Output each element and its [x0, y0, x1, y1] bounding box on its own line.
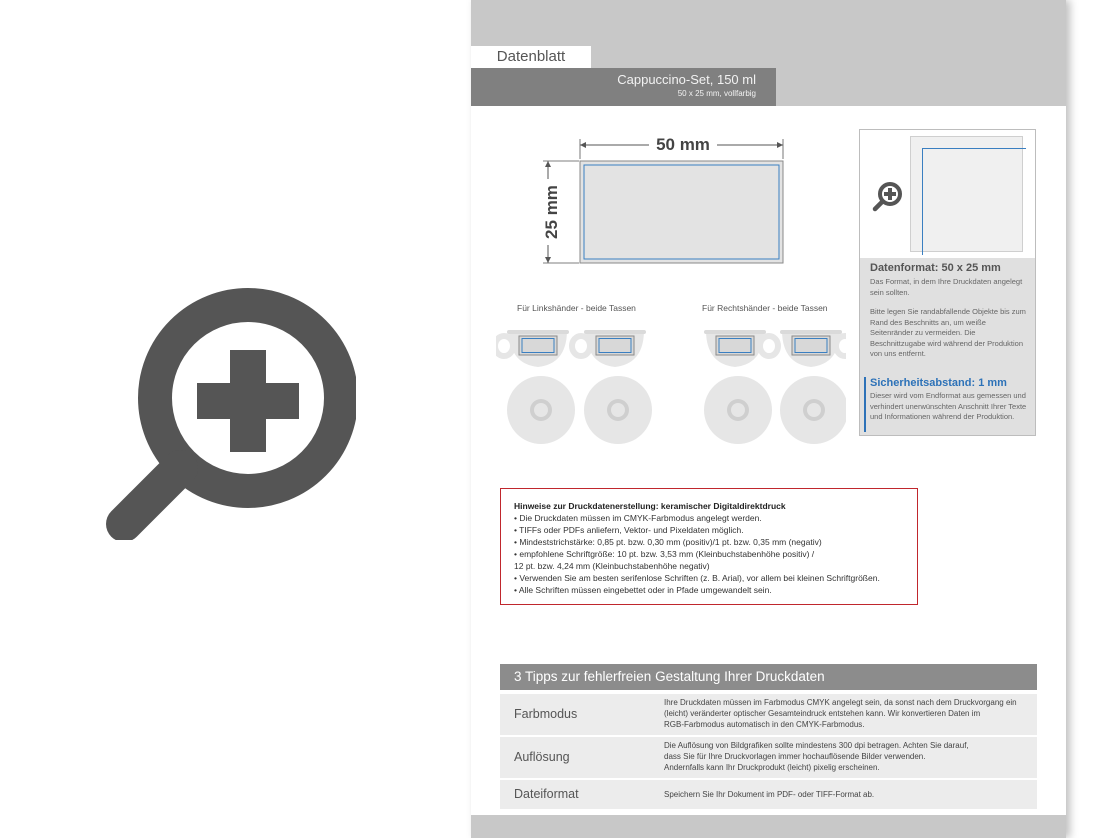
tip-label: Farbmodus	[514, 707, 578, 721]
notice-line: 12 pt. bzw. 4,24 mm (Kleinbuchstabenhöhe negativ)	[514, 561, 710, 571]
notice-title: Hinweise zur Druckdatenerstellung: keramischer Digitaldirektdruck	[514, 501, 786, 511]
tip-text-line: Speichern Sie Ihr Dokument im PDF- oder TIFF-Format ab.	[664, 790, 875, 799]
tip-text-line: dass Sie für Ihre Druckvorlagen immer hochauflösende Bilder verwenden.	[664, 752, 926, 761]
tip-label: Auflösung	[514, 750, 570, 764]
tips-header: 3 Tipps zur fehlerfreien Gestaltung Ihrer Druckdaten	[500, 664, 1037, 690]
width-label: 50 mm	[656, 135, 710, 154]
footer-band	[471, 815, 1066, 838]
safety-title: Sicherheitsabstand: 1 mm	[870, 377, 1007, 389]
product-title: Cappuccino-Set, 150 ml	[617, 72, 756, 87]
safety-marker	[864, 377, 866, 432]
notice-line: • TIFFs oder PDFs anliefern, Vektor- und Pixeldaten möglich.	[514, 525, 744, 535]
notice-line: • Die Druckdaten müssen im CMYK-Farbmodus angelegt werden.	[514, 513, 762, 523]
format-preview-box	[859, 129, 1036, 436]
datasheet-page	[471, 0, 1066, 838]
bleed-text: Bitte legen Sie randabfallende Objekte bis zum Rand des Beschnitts an, um weiße Seitenränder zu vermeiden. Die Beschnittzugabe wird während der Produktion von uns entfernt.	[870, 307, 1026, 358]
tip-text-line: RGB-Farbmodus automatisch in den CMYK-Farbmodus.	[664, 720, 865, 729]
print-notice-box	[500, 488, 918, 605]
left-hand-label: Für Linkshänder - beide Tassen	[517, 303, 636, 313]
format-text: Das Format, in dem Ihre Druckdaten angelegt sein sollten.	[870, 277, 1023, 297]
safety-text: Dieser wird vom Endformat aus gemessen und verhindert unerwünschten Anschnitt Ihrer Texte und Informationen während der Produktion.	[870, 391, 1027, 421]
height-label: 25 mm	[542, 185, 561, 239]
preview-safety-line	[922, 148, 1026, 255]
datasheet-tab: Datenblatt	[471, 46, 591, 68]
notice-line: • Alle Schriften müssen eingebettet oder in Pfade umgewandelt sein.	[514, 585, 772, 595]
tip-text-line: Andernfalls kann Ihr Druckprodukt (leicht) pixelig erscheinen.	[664, 763, 880, 772]
tip-row-dateiformat	[500, 780, 1037, 809]
tip-text-line: Die Auflösung von Bildgrafiken sollte mindestens 300 dpi betragen. Achten Sie darauf,	[664, 741, 969, 750]
product-band	[471, 68, 776, 106]
tip-label: Dateiformat	[514, 787, 579, 801]
notice-line: • Verwenden Sie am besten serifenlose Schriften (z. B. Arial), vor allem bei kleinen Schriftgrößen.	[514, 573, 880, 583]
product-subtitle: 50 x 25 mm, vollfarbig	[677, 89, 756, 98]
notice-line: • Mindeststrichstärke: 0,85 pt. bzw. 0,30 mm (positiv)/1 pt. bzw. 0,35 mm (negativ)	[514, 537, 822, 547]
zoom-in-icon[interactable]	[104, 288, 356, 540]
preview-image	[860, 130, 1035, 258]
dimension-diagram	[541, 125, 791, 275]
tip-text-line: (leicht) veränderter optischer Gesamteindruck entstehen kann. Wir konvertieren Daten im	[664, 709, 981, 718]
cup-illustrations	[496, 322, 846, 447]
tip-row-aufloesung	[500, 737, 1037, 778]
zoom-in-icon[interactable]	[872, 180, 904, 212]
tip-text-line: Ihre Druckdaten müssen im Farbmodus CMYK angelegt sein, da sonst nach dem Druckvorgang ein	[664, 698, 1017, 707]
tip-row-farbmodus	[500, 694, 1037, 735]
notice-line: • empfohlene Schriftgröße: 10 pt. bzw. 3,53 mm (Kleinbuchstabenhöhe positiv) /	[514, 549, 815, 559]
format-title: Datenformat: 50 x 25 mm	[870, 262, 1001, 274]
right-hand-label: Für Rechtshänder - beide Tassen	[702, 303, 828, 313]
